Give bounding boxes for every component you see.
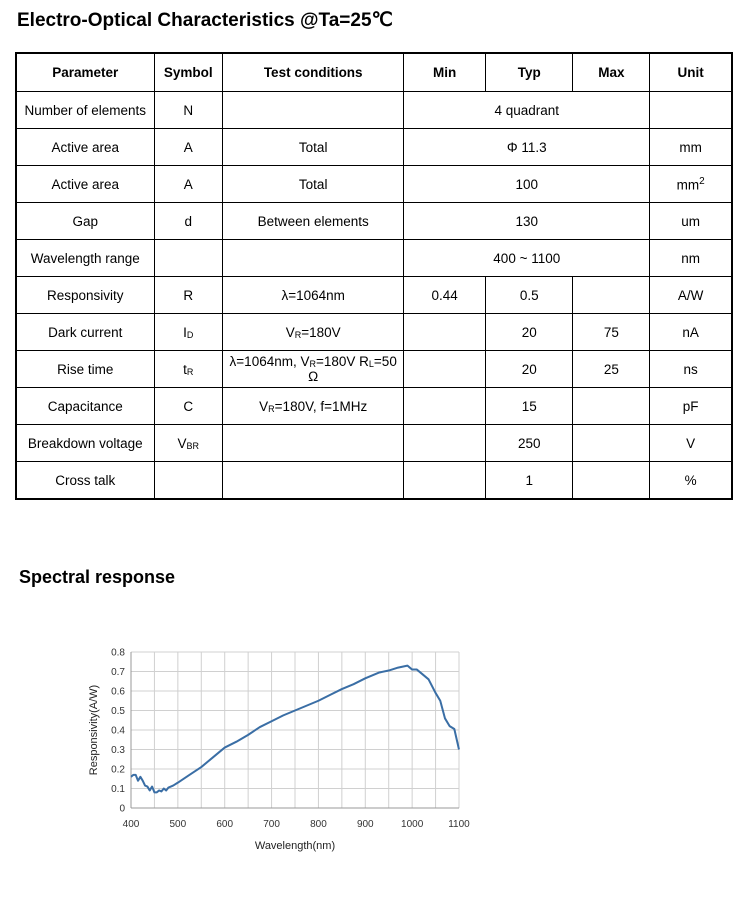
header-test-conditions: Test conditions	[223, 53, 404, 92]
page-title: Electro-Optical Characteristics @Ta=25℃	[17, 10, 393, 31]
parameter-cell: Cross talk	[16, 462, 154, 500]
y-tick-label: 0.8	[111, 647, 125, 659]
parameter-cell: Rise time	[16, 351, 154, 388]
x-tick-label: 800	[310, 819, 327, 830]
x-tick-label: 700	[263, 819, 280, 830]
parameter-cell: Dark current	[16, 314, 154, 351]
symbol-cell: d	[154, 203, 223, 240]
parameter-cell: Gap	[16, 203, 154, 240]
typ-cell: 250	[486, 425, 573, 462]
typ-cell: 1	[486, 462, 573, 500]
parameter-cell: Number of elements	[16, 92, 154, 129]
unit-cell: mm	[650, 129, 732, 166]
symbol-cell: $V_{BR}$	[154, 425, 223, 462]
unit-cell: pF	[650, 388, 732, 425]
symbol-cell: C	[154, 388, 223, 425]
x-tick-label: 1000	[401, 819, 424, 830]
x-axis-label: Wavelength(nm)	[254, 840, 336, 852]
parameter-cell: Capacitance	[16, 388, 154, 425]
test-conditions-cell: $V_R=180V$	[223, 314, 404, 351]
header-min: Min	[404, 53, 486, 92]
typ-value-cell: 130	[404, 203, 650, 240]
test-conditions-cell: λ=1064nm, $V_R=180V$ $R_L=50$ Ω	[223, 351, 404, 388]
parameter-cell: Wavelength range	[16, 240, 154, 277]
y-tick-label: 0.1	[111, 784, 125, 795]
x-tick-label: 400	[122, 819, 140, 830]
y-tick-label: 0.6	[111, 686, 125, 698]
symbol-cell: A	[154, 166, 223, 203]
unit-cell: nA	[650, 314, 732, 351]
y-tick-label: 0.2	[111, 764, 125, 776]
symbol-cell: R	[154, 277, 223, 314]
typ-value-cell: 400 ~ 1100	[404, 240, 650, 277]
max-cell: 25	[573, 351, 650, 388]
x-tick-label: 600	[216, 819, 234, 830]
y-tick-label: 0.7	[111, 667, 125, 678]
y-tick-label: 0.4	[111, 725, 125, 737]
header-symbol: Symbol	[154, 53, 223, 92]
typ-cell: 0.5	[486, 277, 573, 314]
unit-cell: nm	[650, 240, 732, 277]
x-tick-label: 500	[169, 819, 187, 830]
symbol-cell: $t_R$	[154, 351, 223, 388]
symbol-cell: $I_D$	[154, 314, 223, 351]
header-parameter: Parameter	[16, 53, 154, 92]
typ-cell: 20	[486, 351, 573, 388]
typ-value-cell: 4 quadrant	[404, 92, 650, 129]
y-tick-label: 0	[119, 803, 125, 815]
y-axis-label: Responsivity(A/W)	[88, 684, 100, 776]
header-max: Max	[573, 53, 650, 92]
test-conditions-cell: Between elements	[223, 203, 404, 240]
parameter-cell: Active area	[16, 166, 154, 203]
typ-cell: 15	[486, 388, 573, 425]
min-cell: 0.44	[404, 277, 486, 314]
y-tick-label: 0.5	[111, 706, 125, 717]
unit-cell: A/W	[650, 277, 732, 314]
test-conditions-cell: $V_R=180V$, f=1MHz	[223, 388, 404, 425]
y-tick-label: 0.3	[111, 745, 125, 756]
symbol-cell: N	[154, 92, 223, 129]
test-conditions-cell: Total	[223, 166, 404, 203]
unit-cell: %	[650, 462, 732, 500]
unit-cell: V	[650, 425, 732, 462]
unit-cell: $mm^2$	[650, 166, 732, 203]
unit-cell: ns	[650, 351, 732, 388]
typ-value-cell: 100	[404, 166, 650, 203]
parameter-cell: Responsivity	[16, 277, 154, 314]
unit-cell: um	[650, 203, 732, 240]
typ-value-cell: Φ 11.3	[404, 129, 650, 166]
symbol-cell: A	[154, 129, 223, 166]
test-conditions-cell: λ=1064nm	[223, 277, 404, 314]
test-conditions-cell: Total	[223, 129, 404, 166]
section-title: Spectral response	[19, 567, 176, 587]
parameter-cell: Breakdown voltage	[16, 425, 154, 462]
x-tick-label: 1100	[448, 819, 470, 830]
max-cell: 75	[573, 314, 650, 351]
parameter-cell: Active area	[16, 129, 154, 166]
header-typ: Typ	[486, 53, 573, 92]
header-unit: Unit	[650, 53, 732, 92]
x-tick-label: 900	[356, 819, 374, 830]
typ-cell: 20	[486, 314, 573, 351]
